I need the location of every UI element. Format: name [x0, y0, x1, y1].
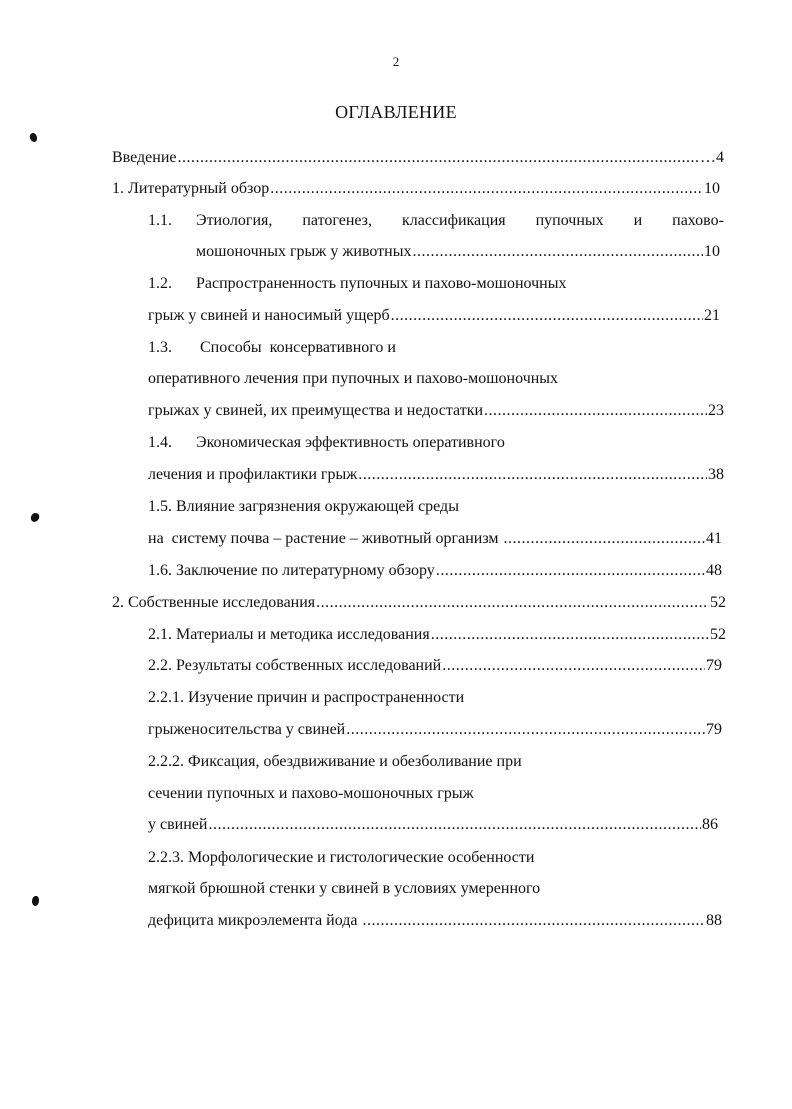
toc-entry-2-2-2	[148, 815, 718, 835]
toc-entry-title: дефицита микроэлемента йода	[148, 912, 362, 929]
toc-entry-title-line: 1.5. Влияние загрязнения окружающей среды	[148, 498, 459, 515]
toc-leader-dots	[391, 306, 703, 326]
toc-word: пахово-	[672, 212, 724, 229]
toc-entry-title: лечения и профилактики грыж	[148, 466, 358, 483]
toc-leader-dots	[484, 401, 707, 421]
toc-entry-title-line: Способы консервативного и	[200, 339, 396, 356]
toc-entry-page: 21	[704, 307, 720, 324]
toc-entry-title-line: 2.2.2. Фиксация, обездвиживание и обезболивание при	[148, 753, 522, 770]
toc-entry-1-4	[148, 465, 724, 485]
toc-entry-title: 2.2. Результаты собственных исследований	[148, 657, 442, 674]
toc-entry-number: 1.2.	[148, 275, 172, 292]
toc-entry-title: грыж у свиней и наносимый ущерб	[148, 307, 390, 324]
toc-entry-page: 52	[710, 594, 726, 611]
toc-entry-page: 10	[704, 180, 720, 197]
scan-mark	[28, 132, 39, 143]
toc-entry-number: 1.4.	[148, 434, 172, 451]
toc-entry-page: 23	[708, 402, 724, 419]
toc-entry-chapter-2	[112, 593, 726, 613]
toc-word: и	[633, 212, 643, 229]
scan-mark	[30, 512, 41, 523]
toc-entry-title: Введение	[112, 149, 177, 166]
toc-leader-dots	[363, 911, 705, 931]
toc-leader-dots	[442, 656, 705, 676]
toc-entry-1-5	[148, 529, 722, 549]
toc-entry-page: 48	[706, 562, 722, 579]
toc-entry-1-1	[196, 242, 720, 262]
toc-entry-page: …4	[700, 149, 724, 166]
toc-entry-title-line	[196, 211, 724, 231]
toc-leader-dots	[346, 720, 705, 740]
toc-entry-page: 52	[710, 626, 726, 643]
toc-leader-dots	[178, 148, 700, 168]
toc-leader-dots	[431, 625, 709, 645]
toc-entry-page: 88	[706, 912, 722, 929]
scan-mark	[32, 896, 39, 906]
toc-entry-title: грыжах у свиней, их преимущества и недостатки	[148, 402, 484, 419]
toc-entry-title: 2.1. Материалы и методика исследования	[148, 626, 430, 643]
toc-entry-title: у свиней	[148, 816, 208, 833]
toc-entry-title: 1. Литературный обзор	[112, 180, 270, 197]
toc-entry-page: 79	[706, 721, 722, 738]
toc-leader-dots	[208, 815, 701, 835]
toc-entry-title-line: оперативного лечения при пупочных и пахово-мошоночных	[148, 370, 559, 387]
toc-entry-title-line: 2.2.1. Изучение причин и распространенности	[148, 689, 465, 706]
toc-word: патогенез,	[302, 212, 372, 229]
toc-entry-page: 86	[702, 816, 718, 833]
page-title: ОГЛАВЛЕНИЕ	[335, 102, 457, 122]
toc-entry-2-2	[148, 656, 722, 676]
toc-leader-dots	[504, 529, 705, 549]
toc-leader-dots	[436, 561, 705, 581]
page-number: 2	[392, 54, 400, 69]
toc-entry-title: на систему почва – растение – животный организм	[148, 530, 503, 547]
toc-entry-title-line: сечении пупочных и пахово-мошоночных грыж	[148, 785, 474, 802]
toc-entry-2-2-3	[148, 911, 722, 931]
toc-word: Этиология,	[196, 212, 273, 229]
toc-entry-2-2-1	[148, 720, 722, 740]
toc-entry-2-1	[148, 625, 726, 645]
toc-word: классификация	[401, 212, 506, 229]
toc-entry-title-line: Экономическая эффективность оперативного	[196, 434, 505, 451]
toc-entry-title-line: Распространенность пупочных и пахово-мошоночных	[196, 275, 567, 292]
toc-leader-dots	[270, 179, 703, 199]
toc-entry-1-3	[148, 401, 724, 421]
toc-word: пупочных	[535, 212, 604, 229]
toc-entry-page: 79	[706, 657, 722, 674]
toc-entry-title-line: 2.2.3. Морфологические и гистологические особенности	[148, 849, 535, 866]
toc-entry-title: мошоночных грыж у животных	[196, 243, 412, 260]
toc-entry-title: 2. Собственные исследования	[112, 594, 316, 611]
toc-entry-title-line: мягкой брюшной стенки у свиней в условиях умеренного	[148, 880, 541, 897]
toc-entry-number: 1.3.	[148, 339, 172, 356]
toc-entry-page: 41	[706, 530, 722, 547]
toc-leader-dots	[412, 242, 703, 262]
toc-entry-1-6	[148, 561, 722, 581]
toc-entry-page: 10	[704, 243, 720, 260]
toc-entry-intro	[112, 148, 724, 168]
toc-leader-dots	[316, 593, 709, 613]
toc-entry-number: 1.1.	[148, 212, 172, 229]
toc-leader-dots	[358, 465, 707, 485]
toc-entry-title: грыженосительства у свиней	[148, 721, 346, 738]
toc-entry-title: 1.6. Заключение по литературному обзору	[148, 562, 435, 579]
toc-entry-1-2	[148, 306, 720, 326]
toc-entry-page: 38	[708, 466, 724, 483]
toc-entry-chapter-1	[112, 179, 720, 199]
